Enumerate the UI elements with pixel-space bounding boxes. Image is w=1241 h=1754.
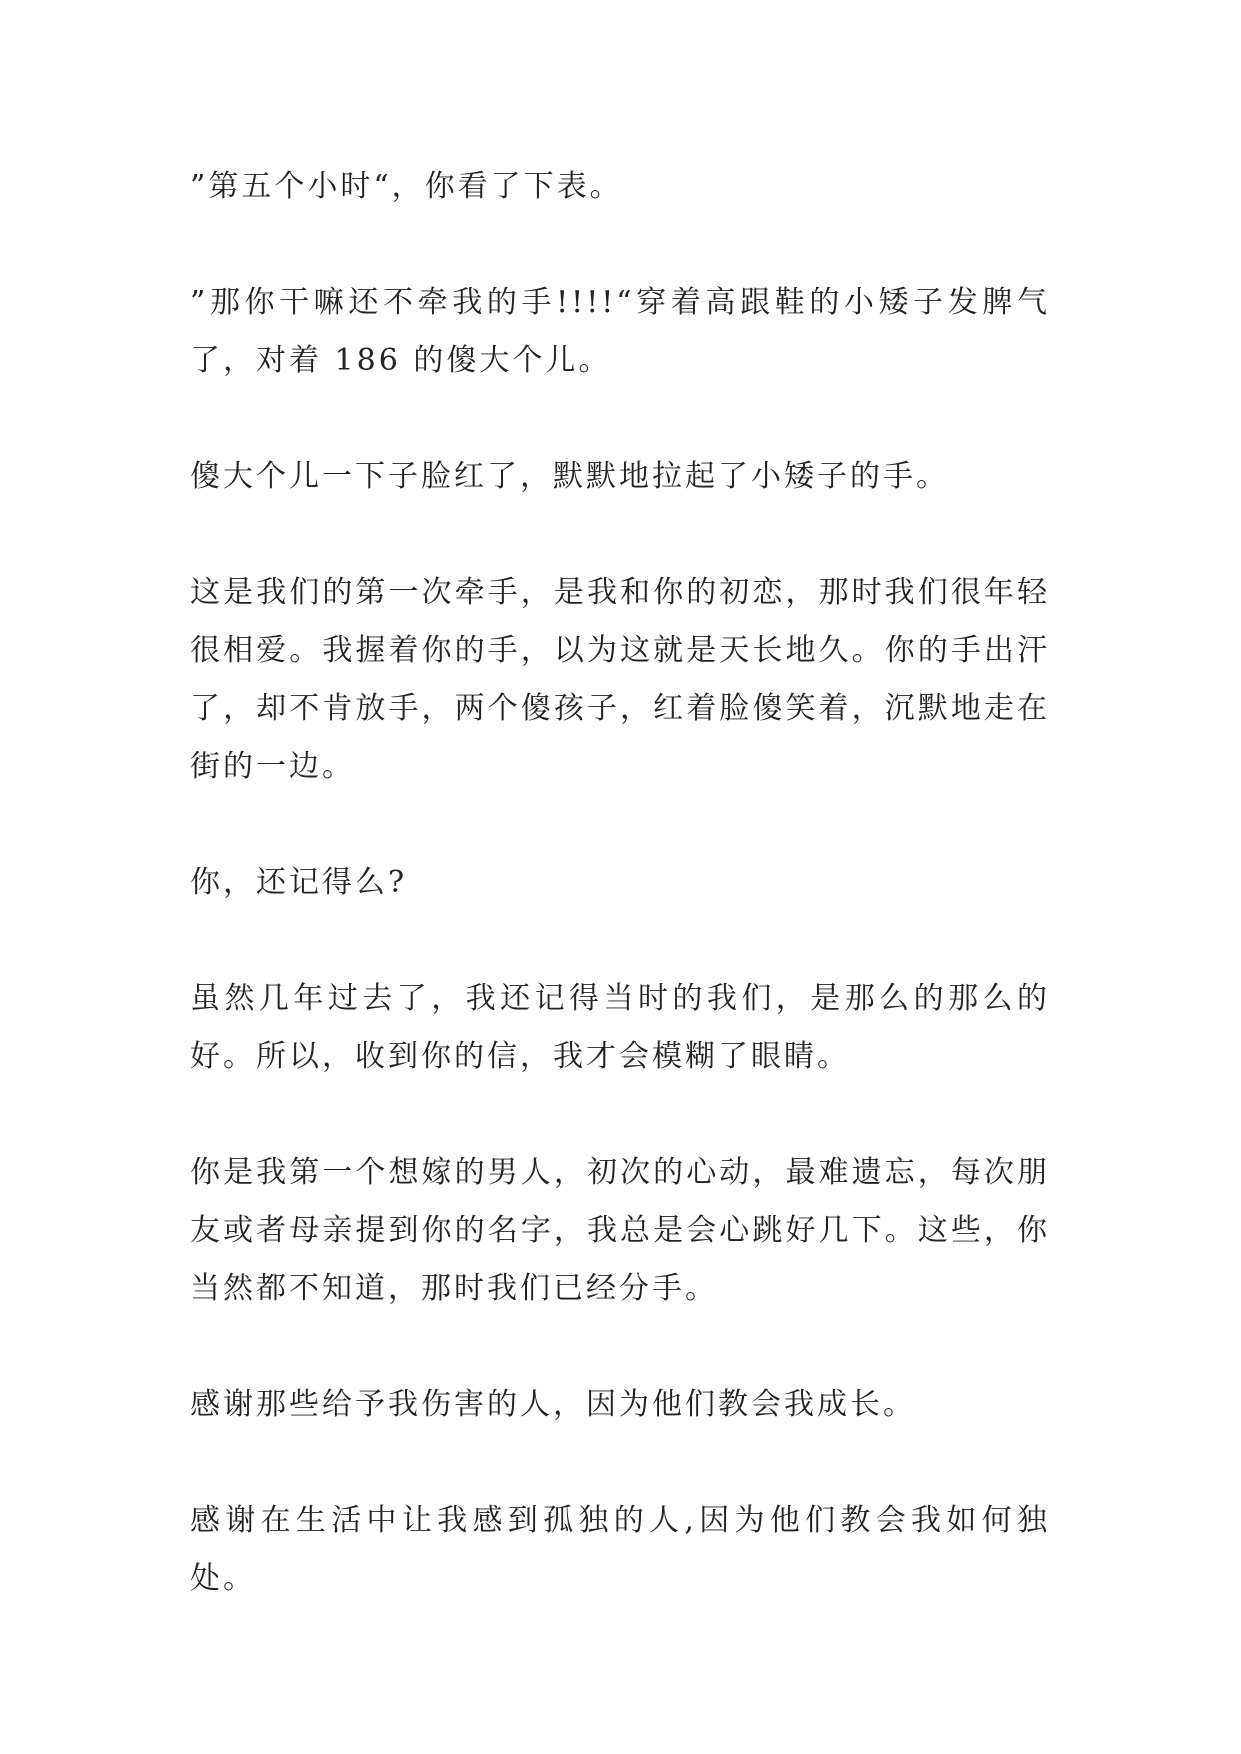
- paragraph: 虽然几年过去了，我还记得当时的我们，是那么的那么的好。所以，收到你的信，我才会模糊了眼睛。: [190, 981, 1050, 1074]
- document-body: [190, 158, 1050, 1666]
- paragraph: 傻大个儿一下子脸红了，默默地拉起了小矮子的手。: [190, 459, 949, 494]
- paragraph: 感谢在生活中让我感到孤独的人,因为他们教会我如何独处。: [190, 1503, 1050, 1596]
- paragraph: ”第五个小时“，你看了下表。: [190, 169, 623, 204]
- paragraph: ”那你干嘛还不牵我的手!!!!“穿着高跟鞋的小矮子发脾气了，对着 186 的傻大个儿。: [190, 285, 1050, 378]
- paragraph: 你，还记得么?: [190, 865, 408, 900]
- paragraph: 你是我第一个想嫁的男人，初次的心动，最难遗忘，每次朋友或者母亲提到你的名字，我总是会心跳好几下。这些，你当然都不知道，那时我们已经分手。: [190, 1155, 1050, 1306]
- paragraph: 感谢那些给予我伤害的人，因为他们教会我成长。: [190, 1387, 916, 1422]
- paragraph: 这是我们的第一次牵手，是我和你的初恋，那时我们很年轻很相爱。我握着你的手，以为这就是天长地久。你的手出汗了，却不肯放手，两个傻孩子，红着脸傻笑着，沉默地走在街的一边。: [190, 575, 1050, 784]
